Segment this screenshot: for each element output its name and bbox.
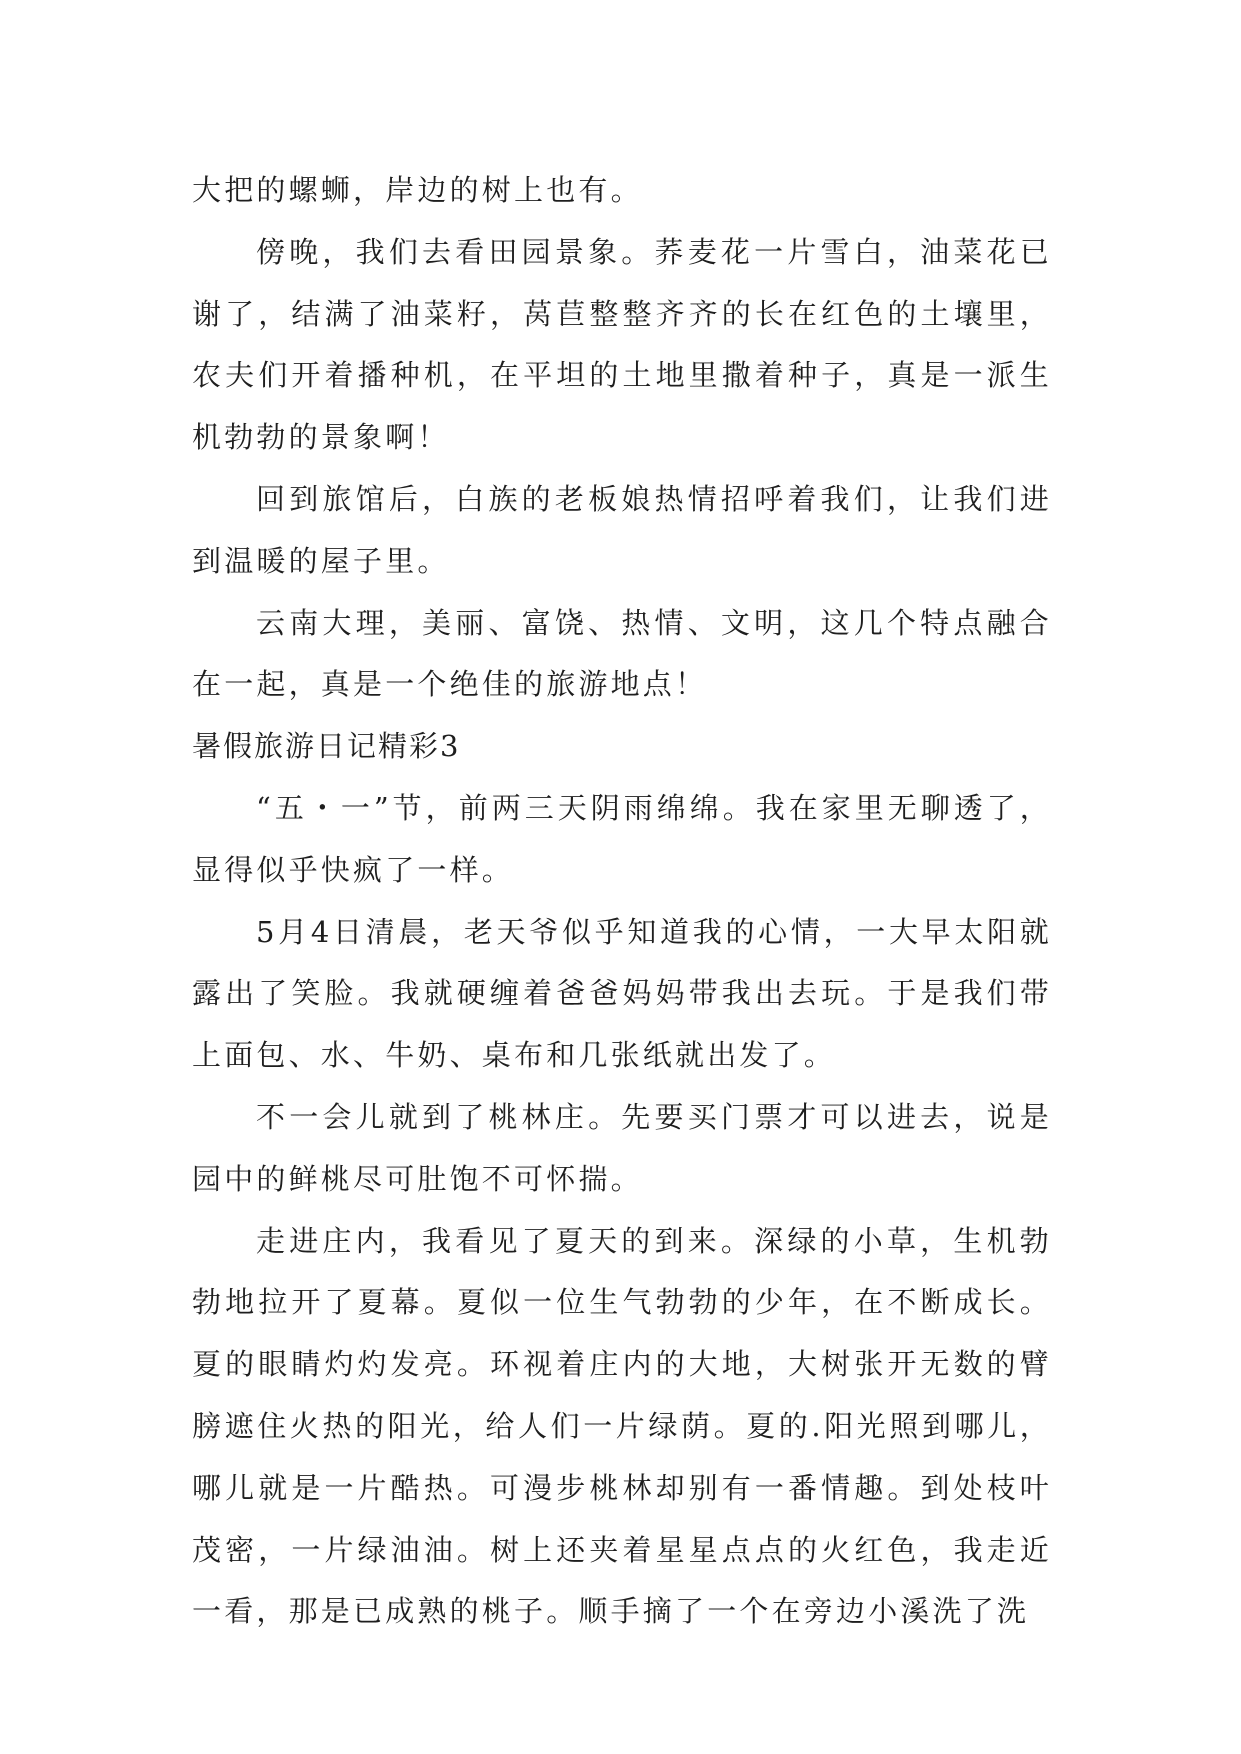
paragraph: 走进庄内，我看见了夏天的到来。深绿的小草，生机勃勃地拉开了夏幕。夏似一位生气勃勃的少年，在不断成长。夏的眼睛灼灼发亮。环视着庄内的大地，大树张开无数的臂膀遮住火热的阳光，给人们一片绿荫。夏的.阳光照到哪儿，哪儿就是一片酷热。可漫步桃林却别有一番情趣。到处枝叶茂密，一片绿油油。树上还夹着星星点点的火红色，我走近一看，那是已成熟的桃子。顺手摘了一个在旁边小溪洗了洗 <box>192 1223 1052 1629</box>
paragraph: 不一会儿就到了桃林庄。先要买门票才可以进去，说是园中的鲜桃尽可肚饱不可怀揣。 <box>192 1099 1052 1196</box>
paragraph-continuation: 大把的螺蛳，岸边的树上也有。 <box>192 173 643 207</box>
paragraph: 5月4日清晨，老天爷似乎知道我的心情，一大早太阳就露出了笑脸。我就硬缠着爸爸妈妈带我出去玩。于是我们带上面包、水、牛奶、桌布和几张纸就出发了。 <box>192 914 1052 1073</box>
paragraph: 云南大理，美丽、富饶、热情、文明，这几个特点融合在一起，真是一个绝佳的旅游地点！ <box>192 605 1052 702</box>
paragraph: 傍晚，我们去看田园景象。荞麦花一片雪白，油菜花已谢了，结满了油菜籽，莴苣整整齐齐的长在红色的土壤里，农夫们开着播种机，在平坦的土地里撒着种子，真是一派生机勃勃的景象啊！ <box>192 234 1052 455</box>
document-body <box>192 160 1052 1643</box>
paragraph: 回到旅馆后，白族的老板娘热情招呼着我们，让我们进到温暖的屋子里。 <box>192 481 1052 578</box>
section-heading: 暑假旅游日记精彩3 <box>192 729 461 764</box>
paragraph: “五・一”节，前两三天阴雨绵绵。我在家里无聊透了，显得似乎快疯了一样。 <box>192 790 1052 887</box>
